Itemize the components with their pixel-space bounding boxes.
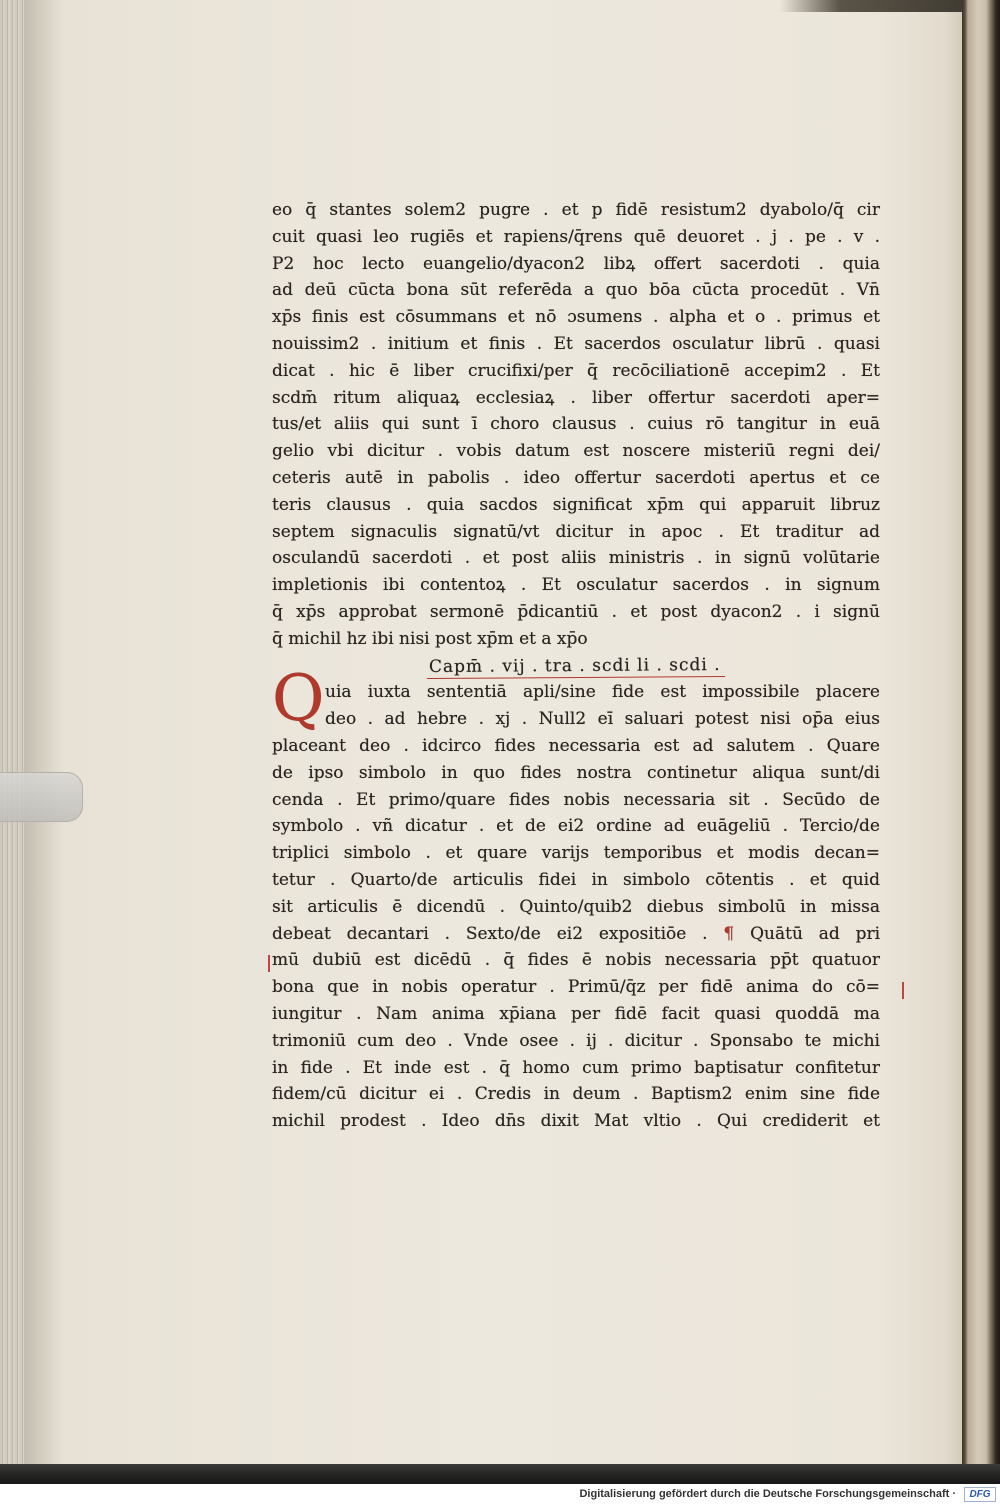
text-line: q̄ michil hz ibi nisi post xp̄m et a xp̄o bbox=[272, 628, 588, 649]
rubric-margin-mark bbox=[902, 982, 904, 999]
text-line: sit articulis ē dicendū . Quinto/quib2 diebus simbolū in missa bbox=[272, 896, 880, 917]
text-line: ad deū cūcta bona sūt referēda a quo bōa cūcta procedūt . Vn̄ bbox=[272, 280, 880, 301]
rubric-margin-mark bbox=[268, 955, 270, 972]
text-line: bona que in nobis operatur . Primū/q̄z per fidē anima do cō= bbox=[272, 977, 880, 998]
footer-bar bbox=[0, 1484, 1000, 1506]
text-line: tus/et aliis qui sunt ī choro clausus . cuius rō tangitur in euā bbox=[272, 414, 880, 435]
text-line: xp̄s finis est cōsummans et nō ɔsumens . alpha et o . primus et bbox=[272, 307, 880, 328]
gutter-shadow bbox=[24, 0, 64, 1464]
chapter-heading: Capm̄ . vij . tra . scdi li . scdi . bbox=[427, 654, 725, 679]
text-line: osculandū sacerdoti . et post aliis ministris . in signū volūtarie bbox=[272, 548, 880, 569]
text-line: placeant deo . idcirco fides necessaria est ad salutem . Quare bbox=[272, 735, 880, 756]
text-line: nouissim2 . initium et finis . Et sacerdos osculatur librū . quasi bbox=[272, 333, 880, 354]
text-line: ceteris autē in pabolis . ideo offertur sacerdoti apertus et ce bbox=[272, 467, 880, 488]
text-line: symbolo . vñ dicatur . et de ei2 ordine ad euāgeliū . Tercio/de bbox=[272, 816, 880, 837]
text-line: teris clausus . quia sacdos significat xp̄m qui apparuit libruz bbox=[272, 494, 880, 515]
text-line: in fide . Et inde est . q̄ homo cum primo baptisatur confitetur bbox=[272, 1057, 880, 1078]
next-page-edge bbox=[962, 0, 1000, 1464]
text-line: q̄ xp̄s approbat sermonē p̄dicantiū . et post dyacon2 . i signū bbox=[272, 601, 880, 622]
text-line: cuit quasi leo rugiēs et rapiens/q̄rens quē deuoret . j . pe . v . bbox=[272, 226, 880, 247]
text-segment: debeat decantari . Sexto/de ei2 expositiōe . bbox=[272, 923, 708, 944]
text-line: septem signaculis signatū/vt dicitur in apoc . Et traditur ad bbox=[272, 521, 880, 542]
chapter-heading-line bbox=[272, 653, 880, 680]
text-block bbox=[272, 197, 880, 1135]
page-holder-clip bbox=[0, 772, 83, 822]
text-line: eo q̄ stantes solem2 pugre . et p fidē resistum2 dyabolo/q̄ cir bbox=[272, 200, 880, 220]
text-line: deo . ad hebre . xj . Null2 eī saluari potest nisi op̄a eius bbox=[325, 709, 880, 730]
text-line: de ipso simbolo in quo fides nostra continetur aliqua sunt/di bbox=[272, 762, 880, 783]
text-segment: Quātū ad pri bbox=[750, 923, 881, 944]
drop-cap-initial: Q bbox=[272, 662, 325, 736]
text-line: trimoniū cum deo . Vnde osee . ij . dicitur . Sponsabo te michi bbox=[272, 1030, 880, 1051]
text-line: fidem/cū dicitur ei . Credis in deum . Baptism2 enim sine fide bbox=[272, 1084, 880, 1105]
dfg-logo: DFG bbox=[964, 1487, 996, 1502]
text-line: mū dubiū est dicēdū . q̄ fides ē nobis necessaria pp̄t quatuor bbox=[272, 950, 880, 971]
text-line: scdm̄ ritum aliquaꝝ ecclesiaꝝ . liber offertur sacerdoti aper= bbox=[272, 387, 880, 408]
text-line bbox=[272, 921, 880, 948]
text-line: triplici simbolo . et quare varijs temporibus et modis decan= bbox=[272, 843, 880, 864]
pilcrow-mark: ¶ bbox=[723, 923, 735, 944]
text-line: uia iuxta sententiā apli/sine fide est impossibile placere bbox=[325, 682, 880, 703]
text-line: P2 hoc lecto euangelio/dyacon2 libꝝ offert sacerdoti . quia bbox=[272, 253, 880, 274]
text-line: impletionis ibi contentoꝝ . Et osculatur sacerdos . in signum bbox=[272, 575, 880, 596]
text-line: gelio vbi dicitur . vobis datum est noscere misteriū regni dei/ bbox=[272, 441, 880, 462]
text-line: michil prodest . Ideo dn̄s dixit Mat vltio . Qui crediderit et bbox=[272, 1111, 880, 1132]
text-line: dicat . hic ē liber crucifixi/per q̄ recōciliationē accepim2 . Et bbox=[272, 360, 880, 381]
scan-bottom-border bbox=[0, 1464, 1000, 1484]
footer-credit: Digitalisierung gefördert durch die Deutsche Forschungsgemeinschaft · bbox=[579, 1488, 956, 1500]
binding-gutter bbox=[0, 0, 24, 1464]
text-line: tetur . Quarto/de articulis fidei in simbolo cōtentis . et quid bbox=[272, 869, 880, 890]
text-line: cenda . Et primo/quare fides nobis necessaria sit . Secūdo de bbox=[272, 789, 880, 810]
text-line: iungitur . Nam anima xp̄iana per fidē facit quasi quoddā ma bbox=[272, 1003, 880, 1024]
